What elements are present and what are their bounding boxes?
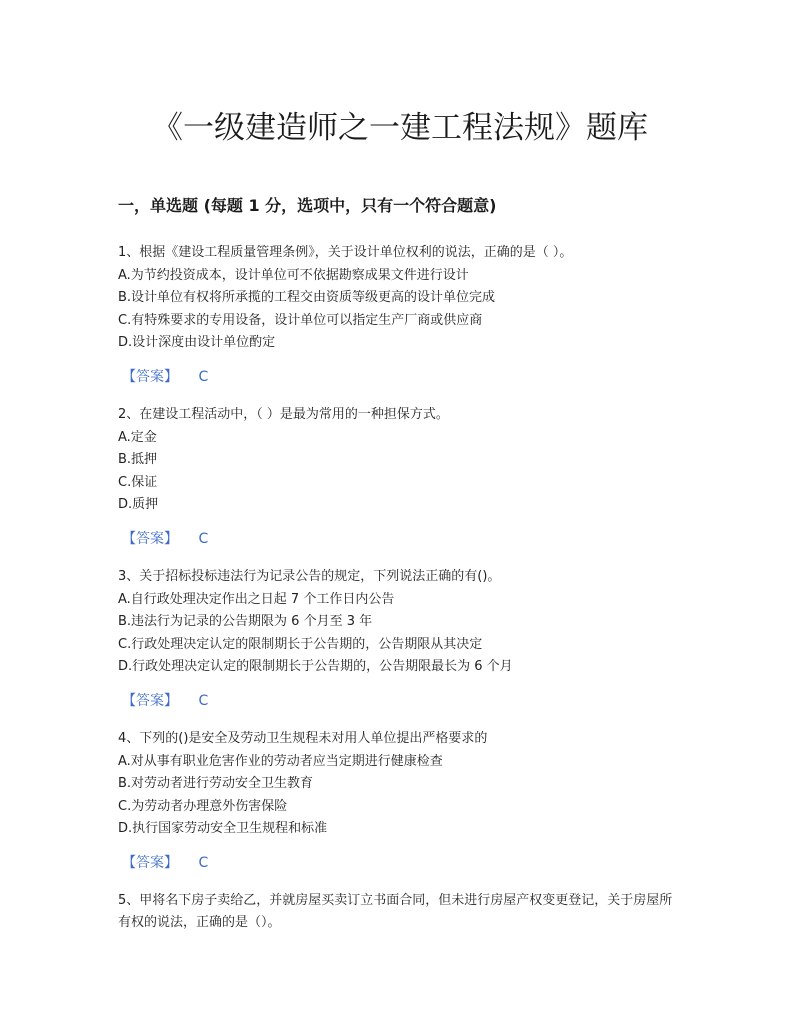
question-option: C.保证: [118, 474, 158, 490]
question-option: B.设计单位有权将所承揽的工程交由资质等级更高的设计单位完成: [118, 290, 496, 306]
question-stem: 5、甲将名下房子卖给乙，并就房屋买卖订立书面合同，但未进行房屋产权变更登记，关于房屋所有权的说法，正确的是（）。: [118, 892, 673, 931]
question-stem: 2、在建设工程活动中，（ ）是最为常用的一种担保方式。: [118, 406, 449, 422]
question-option: A.对从事有职业危害作业的劳动者应当定期进行健康检查: [118, 753, 443, 769]
question-option: D.设计深度由设计单位酌定: [118, 335, 276, 351]
question-option: A.为节约投资成本，设计单位可不依据勘察成果文件进行设计: [118, 267, 469, 283]
answer-line: [118, 528, 684, 550]
question-list: [118, 242, 684, 935]
question-option: D.执行国家劳动安全卫生规程和标准: [118, 821, 328, 837]
question-3: [118, 566, 684, 712]
question-option: B.对劳动者进行劳动安全卫生教育: [118, 776, 314, 792]
section-heading: 一，单选题 (每题 1 分，选项中，只有一个符合题意): [118, 196, 497, 215]
question-option: C.有特殊要求的专用设备，设计单位可以指定生产厂商或供应商: [118, 312, 483, 328]
answer-value: C: [198, 692, 209, 709]
question-5: [118, 890, 684, 935]
question-option: B.抵押: [118, 452, 158, 468]
document-title: 《一级建造师之一建工程法规》题库: [152, 110, 648, 146]
question-stem: 4、下列的()是安全及劳动卫生规程未对用人单位提出严格要求的: [118, 730, 488, 746]
answer-label: 【答案】: [122, 530, 178, 547]
answer-line: [118, 366, 684, 388]
question-1: [118, 242, 684, 388]
question-2: [118, 404, 684, 550]
question-stem: 3、关于招标投标违法行为记录公告的规定，下列说法正确的有()。: [118, 568, 501, 584]
answer-line: [118, 690, 684, 712]
question-stem: 1、根据《建设工程质量管理条例》，关于设计单位权利的说法，正确的是（ ）。: [118, 245, 573, 260]
answer-value: C: [198, 530, 209, 547]
question-option: D.行政处理决定认定的限制期长于公告期的，公告期限最长为 6 个月: [118, 659, 513, 675]
question-option: B.违法行为记录的公告期限为 6 个月至 3 年: [118, 614, 373, 630]
answer-line: [118, 852, 684, 874]
answer-value: C: [198, 368, 209, 385]
answer-label: 【答案】: [122, 854, 178, 871]
question-4: [118, 728, 684, 874]
question-option: A.定金: [118, 429, 157, 445]
question-option: C.行政处理决定认定的限制期长于公告期的，公告期限从其决定: [118, 636, 483, 652]
answer-value: C: [198, 854, 209, 871]
answer-label: 【答案】: [122, 692, 178, 709]
question-option: D.质押: [118, 497, 159, 513]
question-option: A.自行政处理决定作出之日起 7 个工作日内公告: [118, 591, 395, 607]
question-option: C.为劳动者办理意外伤害保险: [118, 798, 288, 814]
answer-label: 【答案】: [122, 368, 178, 385]
